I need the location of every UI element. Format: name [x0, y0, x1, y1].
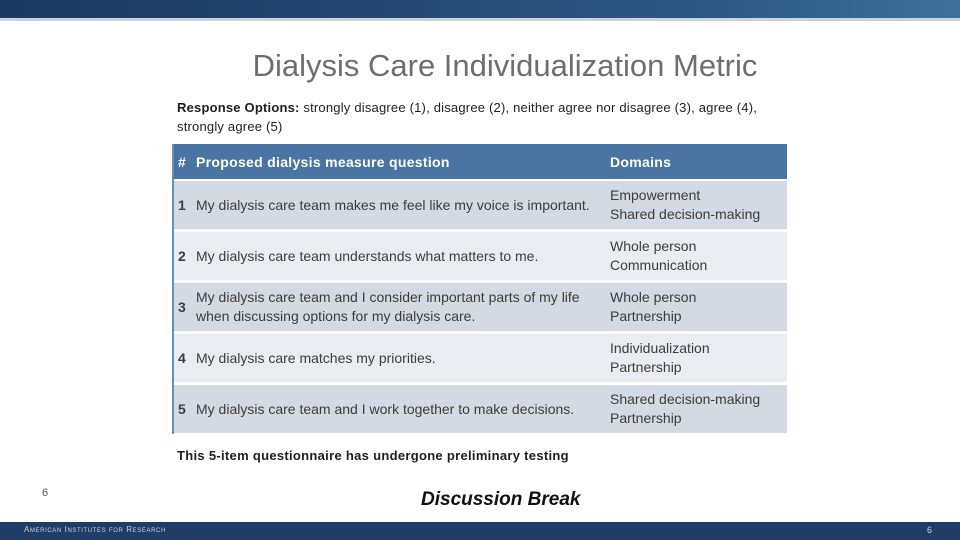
response-options-label: Response Options:: [177, 100, 300, 115]
footer-bar: [0, 522, 960, 540]
table-row: [174, 334, 787, 385]
table-row: [174, 283, 787, 334]
header-number: #: [174, 144, 192, 181]
row-domains: [608, 385, 787, 436]
testing-note: This 5-item questionnaire has undergone preliminary testing: [177, 448, 569, 463]
discussion-break-label: Discussion Break: [421, 489, 581, 510]
measures-table: [174, 144, 787, 436]
row-domain-primary: Individualization: [610, 340, 710, 356]
page-number-left: 6: [42, 487, 49, 499]
footer-page-number: 6: [926, 525, 932, 535]
table-row: [174, 232, 787, 283]
row-domain-secondary: Communication: [610, 257, 708, 273]
row-number: 1: [174, 181, 192, 232]
row-domains: [608, 334, 787, 385]
row-domain-secondary: Partnership: [610, 359, 682, 375]
row-domain-secondary: Partnership: [610, 410, 682, 426]
row-domain-secondary: Partnership: [610, 308, 682, 324]
row-question: My dialysis care team and I consider important parts of my life when discussing options for my dialysis care.: [192, 283, 608, 334]
row-question: My dialysis care team and I work together to make decisions.: [192, 385, 608, 436]
row-question: My dialysis care team makes me feel like my voice is important.: [192, 181, 608, 232]
header-domains: Domains: [608, 144, 787, 181]
row-domain-primary: Shared decision-making: [610, 391, 761, 407]
row-number: 5: [174, 385, 192, 436]
organization-name: American Institutes for Research: [24, 525, 166, 534]
row-domain-primary: Whole person: [610, 238, 697, 254]
table-row: [174, 181, 787, 232]
table-header-row: [174, 144, 787, 181]
row-question: My dialysis care matches my priorities.: [192, 334, 608, 385]
table-row: [174, 385, 787, 436]
slide-title: Dialysis Care Individualization Metric: [252, 48, 758, 83]
row-domain-secondary: Shared decision-making: [610, 206, 761, 222]
row-number: 2: [174, 232, 192, 283]
row-number: 4: [174, 334, 192, 385]
row-domain-primary: Whole person: [610, 289, 697, 305]
header-question: Proposed dialysis measure question: [192, 144, 608, 181]
row-domains: [608, 283, 787, 334]
top-banner-rule: [0, 18, 960, 21]
row-domains: [608, 232, 787, 283]
row-question: My dialysis care team understands what matters to me.: [192, 232, 608, 283]
response-options: [177, 98, 797, 136]
row-domains: [608, 181, 787, 232]
row-domain-primary: Empowerment: [610, 187, 701, 203]
top-banner: [0, 0, 960, 20]
row-number: 3: [174, 283, 192, 334]
response-options-text: strongly disagree (1), disagree (2), neither agree nor disagree (3), agree (4), strongly agree (5): [177, 100, 758, 134]
